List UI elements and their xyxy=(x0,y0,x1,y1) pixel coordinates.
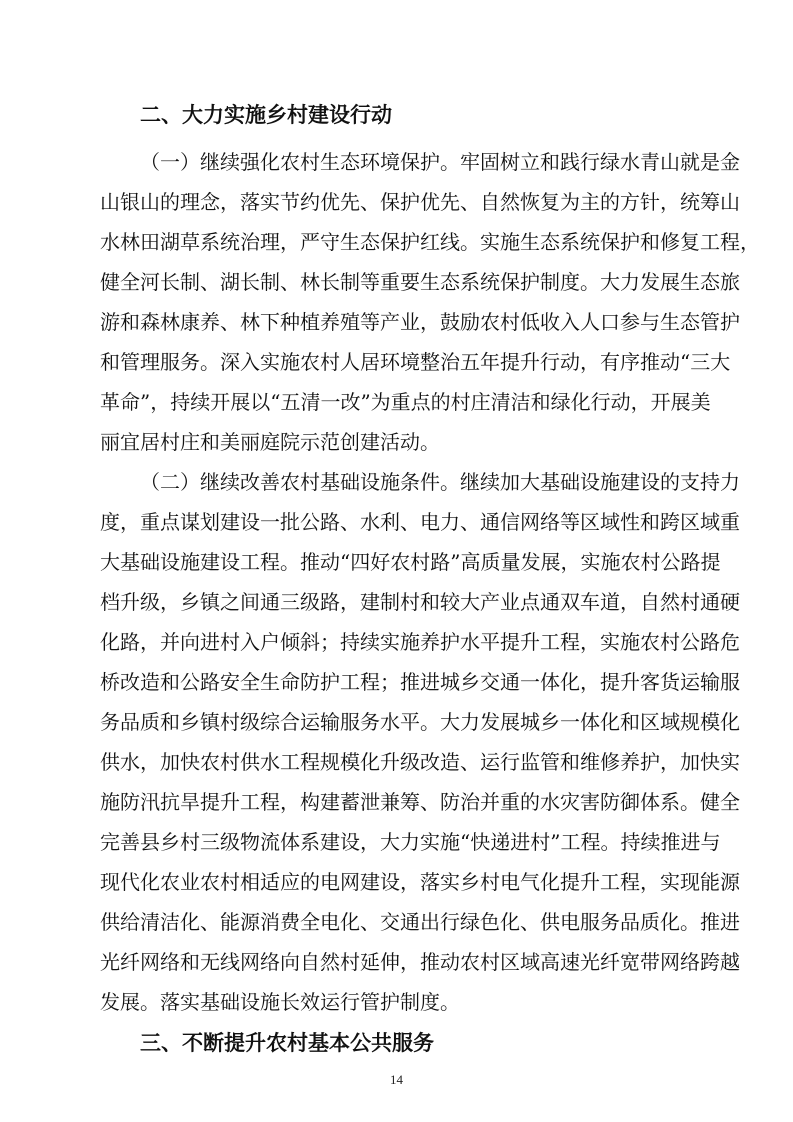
paragraph-2-line-12: 供给清洁化、能源消费全电化、交通出行绿色化、供电服务品质化。推进 xyxy=(100,910,740,934)
page-number: 14 xyxy=(390,1072,403,1087)
paragraph-2-line-14: 发展。落实基础设施长效运行管护制度。 xyxy=(100,990,460,1014)
paragraph-2-line-5: 化路，并向进村入户倾斜；持续实施养护水平提升工程，实施农村公路危 xyxy=(100,630,740,654)
paragraph-1-line-3: 水林田湖草系统治理，严守生态保护红线。实施生态系统保护和修复工程， xyxy=(100,230,760,254)
paragraph-1-line-2: 山银山的理念，落实节约优先、保护优先、自然恢复为主的方针，统筹山 xyxy=(100,190,740,214)
paragraph-2-line-11: 现代化农业农村相适应的电网建设，落实乡村电气化提升工程，实现能源 xyxy=(100,870,740,894)
paragraph-2-line-10: 完善县乡村三级物流体系建设，大力实施“快递进村”工程。持续推进与 xyxy=(100,830,721,854)
paragraph-2-line-4: 档升级，乡镇之间通三级路，建制村和较大产业点通双车道，自然村通硬 xyxy=(100,590,740,614)
section-heading-2: 二、大力实施乡村建设行动 xyxy=(140,103,392,127)
paragraph-2-line-8: 供水，加快农村供水工程规模化升级改造、运行监管和维修养护，加快实 xyxy=(100,750,740,774)
paragraph-2-line-6: 桥改造和公路安全生命防护工程；推进城乡交通一体化，提升客货运输服 xyxy=(100,670,740,694)
paragraph-1-line-4: 健全河长制、湖长制、林长制等重要生态系统保护制度。大力发展生态旅 xyxy=(100,270,740,294)
paragraph-1-line-1: （一）继续强化农村生态环境保护。牢固树立和践行绿水青山就是金 xyxy=(140,150,740,174)
paragraph-2-line-2: 度，重点谋划建设一批公路、水利、电力、通信网络等区域性和跨区域重 xyxy=(100,510,740,534)
paragraph-2-line-9: 施防汛抗旱提升工程，构建蓄泄兼筹、防治并重的水灾害防御体系。健全 xyxy=(100,790,740,814)
paragraph-2-line-13: 光纤网络和无线网络向自然村延伸，推动农村区域高速光纤宽带网络跨越 xyxy=(100,950,740,974)
section-heading-3: 三、不断提升农村基本公共服务 xyxy=(140,1031,434,1055)
paragraph-1-line-7: 革命”，持续开展以“五清一改”为重点的村庄清洁和绿化行动，开展美 xyxy=(100,390,711,414)
paragraph-2-line-7: 务品质和乡镇村级综合运输服务水平。大力发展城乡一体化和区域规模化 xyxy=(100,710,740,734)
paragraph-1-line-6: 和管理服务。深入实施农村人居环境整治五年提升行动，有序推动“三大 xyxy=(100,350,731,374)
paragraph-1-line-8: 丽宜居村庄和美丽庭院示范创建活动。 xyxy=(100,430,440,454)
paragraph-1-line-5: 游和森林康养、林下种植养殖等产业，鼓励农村低收入人口参与生态管护 xyxy=(100,310,740,334)
paragraph-2-line-3: 大基础设施建设工程。推动“四好农村路”高质量发展，实施农村公路提 xyxy=(100,550,721,574)
paragraph-2-line-1: （二）继续改善农村基础设施条件。继续加大基础设施建设的支持力 xyxy=(140,470,740,494)
